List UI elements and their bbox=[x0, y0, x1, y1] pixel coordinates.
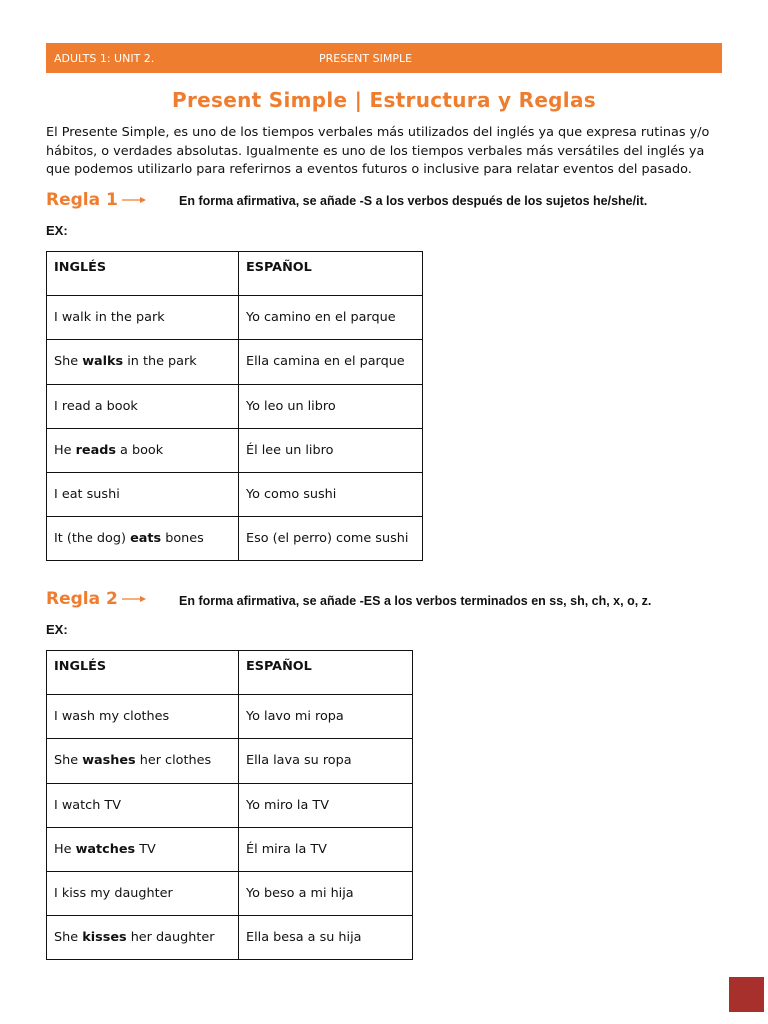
english-cell bbox=[47, 695, 239, 739]
column-header-spanish: ESPAÑOL bbox=[239, 651, 413, 695]
english-text-end: her clothes bbox=[135, 753, 212, 769]
rule-2-table bbox=[46, 650, 413, 960]
english-cell bbox=[47, 739, 239, 783]
english-cell bbox=[47, 517, 239, 561]
page-corner-marker bbox=[729, 977, 764, 1012]
table-row bbox=[47, 428, 423, 472]
english-text: I watch TV bbox=[54, 797, 121, 813]
table-row bbox=[47, 517, 423, 561]
rule-1-ex-label: EX: bbox=[46, 223, 68, 238]
table-row bbox=[47, 827, 413, 871]
rule-2-heading bbox=[46, 589, 146, 609]
spanish-cell: Yo como sushi bbox=[239, 472, 423, 516]
rule-2-ex-label: EX: bbox=[46, 622, 68, 637]
english-text: She bbox=[54, 354, 83, 370]
intro-paragraph: El Presente Simple, es uno de los tiempos verbales más utilizados del inglés ya que expresa rutinas y/o hábitos, o verdades absolutas. Igualmente es uno de los tiempos verbales más versátiles del inglés ya que podemos utilizarlo para referirnos a eventos futuros o inclusive para relatar eventos del pasado. bbox=[46, 125, 710, 177]
english-text: I walk in the park bbox=[54, 310, 165, 326]
english-text: I kiss my daughter bbox=[54, 886, 173, 902]
english-text: She bbox=[54, 930, 83, 946]
english-cell bbox=[47, 783, 239, 827]
conjugated-verb: eats bbox=[130, 531, 162, 547]
english-text-end: TV bbox=[135, 841, 156, 857]
table-header-row bbox=[47, 252, 423, 296]
english-cell bbox=[47, 384, 239, 428]
english-text: I eat sushi bbox=[54, 487, 120, 503]
rule-1-text: En forma afirmativa, se añade -S a los verbos después de los sujetos he/she/it. bbox=[179, 194, 648, 208]
english-text: She bbox=[54, 753, 83, 769]
english-cell bbox=[47, 296, 239, 340]
spanish-cell: Yo beso a mi hija bbox=[239, 871, 413, 915]
spanish-cell: Yo camino en el parque bbox=[239, 296, 423, 340]
spanish-cell: Eso (el perro) come sushi bbox=[239, 517, 423, 561]
spanish-cell: Yo lavo mi ropa bbox=[239, 695, 413, 739]
english-text: I read a book bbox=[54, 398, 138, 414]
spanish-cell: Ella camina en el parque bbox=[239, 340, 423, 384]
rule-1-heading bbox=[46, 190, 146, 210]
english-text-end: her daughter bbox=[126, 930, 215, 946]
english-text: He bbox=[54, 841, 76, 857]
english-cell bbox=[47, 871, 239, 915]
header-unit-label: ADULTS 1: UNIT 2. bbox=[54, 51, 155, 65]
arrow-right-icon bbox=[122, 195, 146, 205]
english-text: He bbox=[54, 442, 76, 458]
conjugated-verb: reads bbox=[75, 442, 116, 458]
english-text-end: bones bbox=[161, 531, 204, 547]
table-row bbox=[47, 739, 413, 783]
rule-2-title: Regla 2 bbox=[46, 589, 118, 609]
table-header-row bbox=[47, 651, 413, 695]
english-cell bbox=[47, 827, 239, 871]
rule-1-title: Regla 1 bbox=[46, 190, 118, 210]
page-title: Present Simple | Estructura y Reglas bbox=[172, 88, 596, 112]
conjugated-verb: kisses bbox=[82, 930, 127, 946]
arrow-right-icon bbox=[122, 594, 146, 604]
column-header-english: INGLÉS bbox=[47, 651, 239, 695]
spanish-cell: Él mira la TV bbox=[239, 827, 413, 871]
conjugated-verb: walks bbox=[82, 354, 124, 370]
english-cell bbox=[47, 428, 239, 472]
english-cell bbox=[47, 340, 239, 384]
english-text-end: in the park bbox=[123, 354, 197, 370]
table-row bbox=[47, 340, 423, 384]
english-cell bbox=[47, 916, 239, 960]
table-row bbox=[47, 871, 413, 915]
conjugated-verb: washes bbox=[82, 753, 136, 769]
table-row bbox=[47, 783, 413, 827]
english-cell bbox=[47, 472, 239, 516]
table-row bbox=[47, 384, 423, 428]
column-header-spanish: ESPAÑOL bbox=[239, 252, 423, 296]
table-row bbox=[47, 695, 413, 739]
conjugated-verb: watches bbox=[75, 841, 136, 857]
spanish-cell: Ella lava su ropa bbox=[239, 739, 413, 783]
column-header-english: INGLÉS bbox=[47, 252, 239, 296]
header-bar bbox=[46, 43, 722, 73]
spanish-cell: Yo miro la TV bbox=[239, 783, 413, 827]
table-row bbox=[47, 296, 423, 340]
header-topic-label: PRESENT SIMPLE bbox=[319, 51, 413, 65]
rule-2-text: En forma afirmativa, se añade -ES a los verbos terminados en ss, sh, ch, x, o, z. bbox=[179, 594, 652, 608]
english-text-end: a book bbox=[115, 442, 164, 458]
spanish-cell: Él lee un libro bbox=[239, 428, 423, 472]
rule-1-table bbox=[46, 251, 423, 561]
spanish-cell: Ella besa a su hija bbox=[239, 916, 413, 960]
spanish-cell: Yo leo un libro bbox=[239, 384, 423, 428]
table-row bbox=[47, 472, 423, 516]
table-row bbox=[47, 916, 413, 960]
english-text: It (the dog) bbox=[54, 531, 131, 547]
english-text: I wash my clothes bbox=[54, 709, 170, 725]
